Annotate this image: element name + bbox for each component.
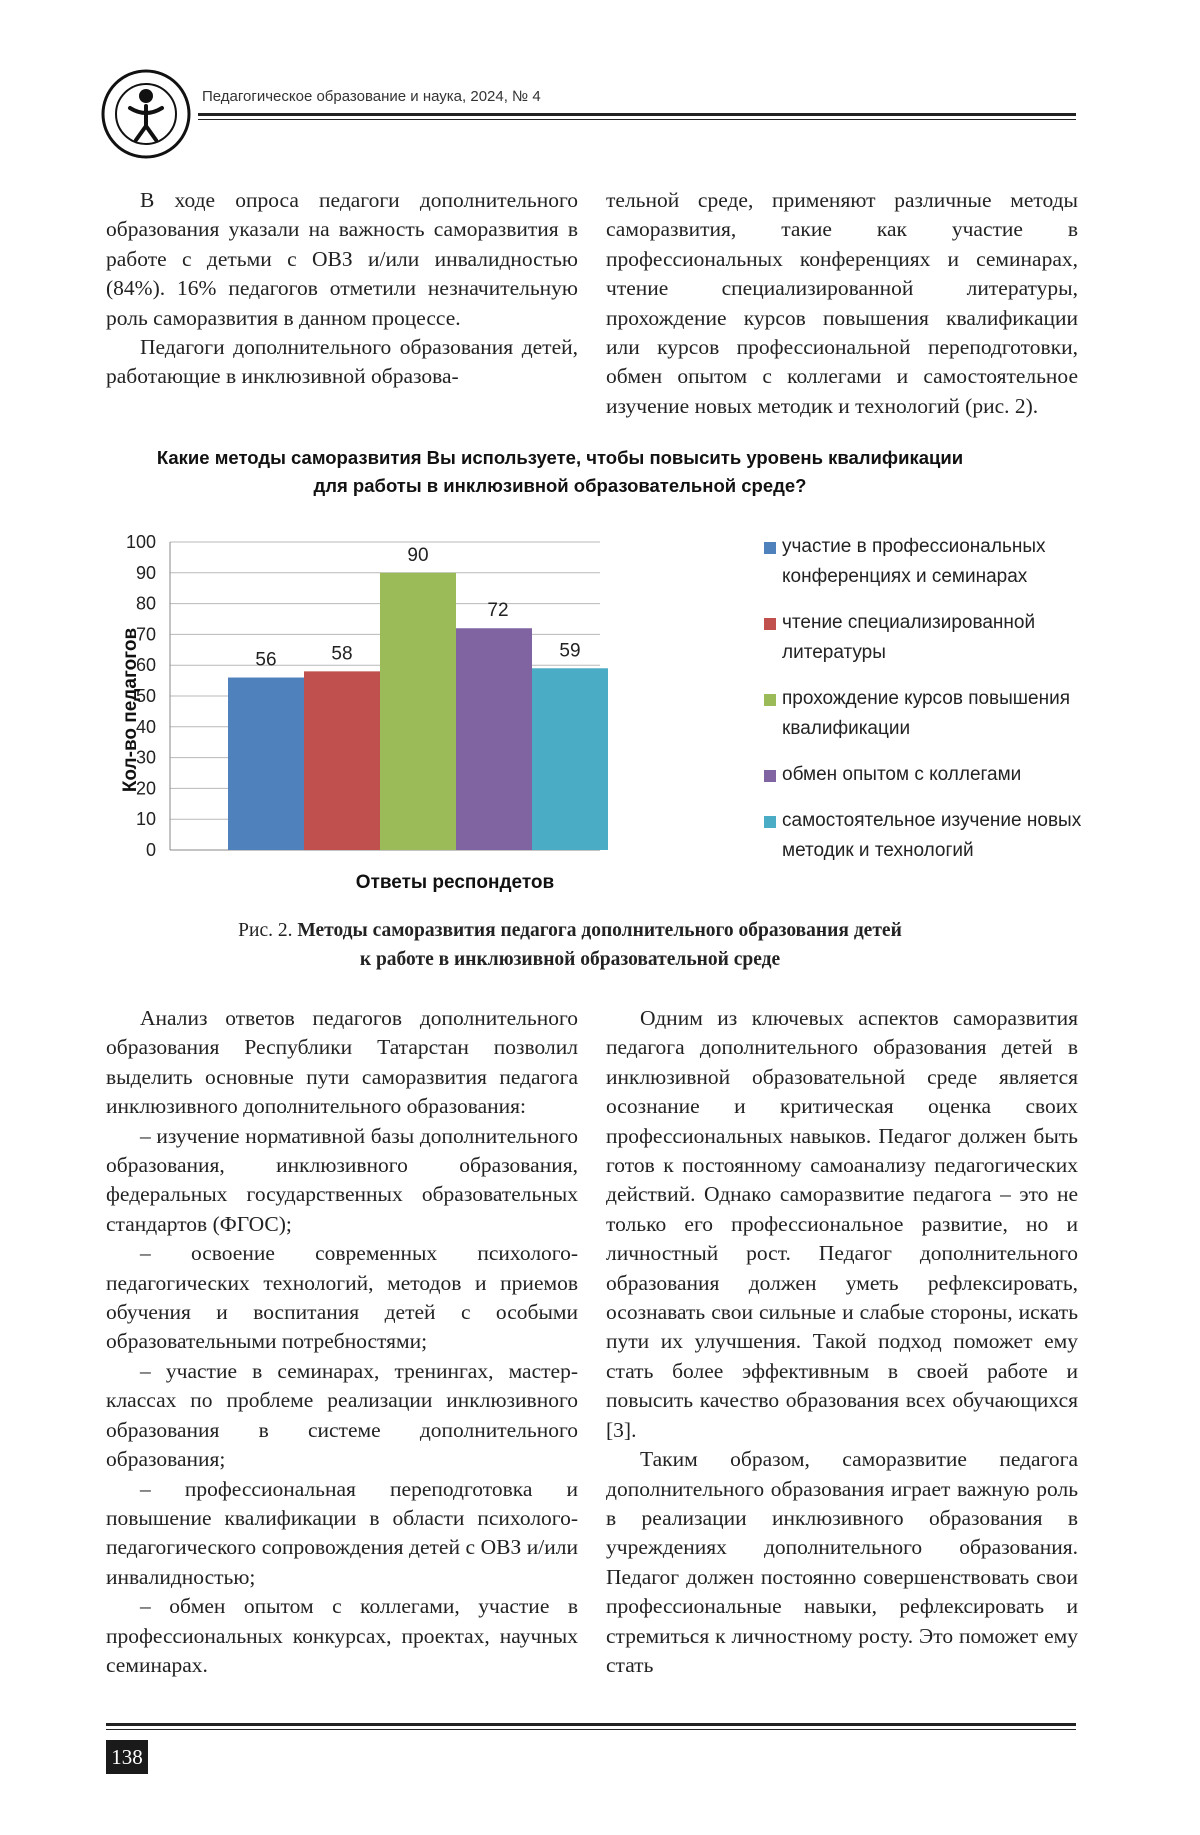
legend-item — [760, 806, 1090, 866]
legend-label: участие в профессиональных конференциях и семинарах — [782, 536, 1046, 587]
y-tick-label: 40 — [135, 716, 156, 737]
legend-swatch — [764, 770, 776, 782]
legend-label: самостоятельное изучение новых методик и технологий — [782, 810, 1082, 861]
bar — [532, 668, 608, 850]
list-item: – освоение современных психолого-педагогических технологий, методов и приемов обучения и воспитания детей с особыми образовательными потребностями; — [106, 1241, 578, 1354]
list-item: – участие в семинарах, тренингах, мастер-классах по проблеме реализации инклюзивного образования в системе дополнительного образования; — [106, 1358, 578, 1472]
chart-title-line-2: для работы в инклюзивной образовательной среде? — [313, 475, 807, 496]
bar — [380, 573, 456, 850]
y-tick-label: 30 — [135, 747, 156, 768]
y-tick-label: 70 — [135, 624, 156, 645]
list-item: – профессиональная переподготовка и повышение квалификации в области психолого-педагогического сопровождения детей с ОВЗ и/или инвалидностью; — [106, 1476, 578, 1589]
y-tick-label: 0 — [145, 840, 156, 860]
legend-swatch — [764, 816, 776, 828]
y-tick-label: 50 — [135, 686, 156, 706]
legend-item — [760, 684, 1090, 744]
legend-label: прохождение курсов повышения квалификации — [782, 688, 1071, 739]
y-tick-label: 20 — [135, 778, 156, 799]
chart-title-line-1: Какие методы саморазвития Вы используете, чтобы повысить уровень квалификации — [156, 447, 964, 468]
header-rule-thin — [198, 119, 1076, 120]
bar-chart — [110, 520, 730, 900]
y-tick-label: 10 — [135, 809, 156, 830]
header-rule-thick — [198, 113, 1076, 116]
journal-logo — [100, 68, 192, 160]
top-right-column — [606, 186, 1078, 421]
list-item: – обмен опытом с коллегами, участие в профессиональных конкурсах, проектах, научных семинарах. — [106, 1594, 578, 1677]
paragraph: Одним из ключевых аспектов саморазвития педагога дополнительного образования детей в инклюзивной образовательной среде является осознание и критическая оценка своих профессиональных навыков. Педагог должен быть готов к постоянному самоанализу педагогических действий. Однако саморазвитие педагога – это не только его профессиональное развитие, но и личностный рост. Педагог дополнительного образования должен уметь рефлексировать, осознавать свои сильные и слабые стороны, искать пути их улучшения. Такой подход поможет ему стать более эффективным в своей работе и повысить качество образования всех обучающихся [3]. — [606, 1006, 1078, 1442]
bar-value-label: 72 — [487, 600, 509, 622]
footer-rule-thin — [106, 1729, 1076, 1730]
x-axis-label: Ответы респондетов — [355, 872, 555, 893]
journal-logo-emblem — [100, 68, 192, 160]
legend-swatch — [764, 694, 776, 706]
bar-value-label: 58 — [331, 643, 353, 665]
caption-title-line-1: Методы саморазвития педагога дополнительного образования детей — [297, 920, 902, 941]
top-left-column — [106, 186, 578, 392]
legend-label: чтение специализированной литературы — [782, 612, 1036, 663]
paragraph: Анализ ответов педагогов дополнительного образования Республики Татарстан позволил выделить основные пути саморазвития педагога инклюзивного дополнительного образования: — [106, 1006, 578, 1119]
legend-label: обмен опытом с коллегами — [782, 764, 1022, 785]
list-item: – изучение нормативной базы дополнительного образования, инклюзивного образования, федеральных государственных образовательных стандартов (ФГОС); — [106, 1123, 578, 1236]
bar-value-label: 59 — [559, 640, 581, 662]
paragraph: В ходе опроса педагоги дополнительного образования указали на важность саморазвития в работе с детьми с ОВЗ и/или инвалидностью (84%). 16% педагогов отметили незначительную роль саморазвития в данном процессе. — [106, 188, 578, 330]
legend-item — [760, 532, 1090, 592]
footer-rule-thick — [106, 1723, 1076, 1726]
y-tick-label: 60 — [135, 655, 156, 676]
y-tick-label: 90 — [135, 562, 156, 583]
bar — [304, 671, 380, 850]
paragraph: тельной среде, применяют различные методы саморазвития, такие как участие в профессиональных конференциях и семинарах, чтение специализированной литературы, прохождение курсов повышения квалификации или курсов профессиональной переподготовки, обмен опытом с коллегами и самостоятельное изучение новых методик и технологий (рис. 2). — [606, 188, 1078, 418]
bar-value-label: 56 — [255, 649, 277, 671]
journal-title: Педагогическое образование и наука, 2024, № 4 — [202, 88, 541, 105]
figure-caption — [120, 916, 1020, 974]
bar-value-label: 90 — [407, 544, 429, 566]
y-tick-label: 100 — [125, 532, 156, 552]
caption-prefix: Рис. 2. — [238, 920, 298, 941]
page-number: 138 — [106, 1740, 148, 1774]
legend-swatch — [764, 618, 776, 630]
bottom-left-column — [106, 1004, 578, 1680]
y-tick-label: 80 — [135, 593, 156, 614]
bottom-right-column — [606, 1004, 1078, 1680]
y-axis-label: Кол-во педагогов — [120, 627, 141, 793]
legend-item — [760, 760, 1090, 790]
legend-item — [760, 608, 1090, 668]
chart-title — [130, 444, 990, 500]
chart-legend — [760, 532, 1090, 882]
paragraph: Таким образом, саморазвитие педагога дополнительного образования играет важную роль в реализации инклюзивного образования в учреждениях дополнительного образования. Педагог должен постоянно совершенствовать свои профессиональные навыки, рефлексировать и стремиться к личностному росту. Это поможет ему стать — [606, 1447, 1078, 1677]
bar — [228, 678, 304, 850]
legend-swatch — [764, 542, 776, 554]
bar — [456, 628, 532, 850]
paragraph: Педагоги дополнительного образования детей, работающие в инклюзивной образова- — [106, 335, 578, 389]
caption-title-line-2: к работе в инклюзивной образовательной среде — [359, 949, 781, 970]
